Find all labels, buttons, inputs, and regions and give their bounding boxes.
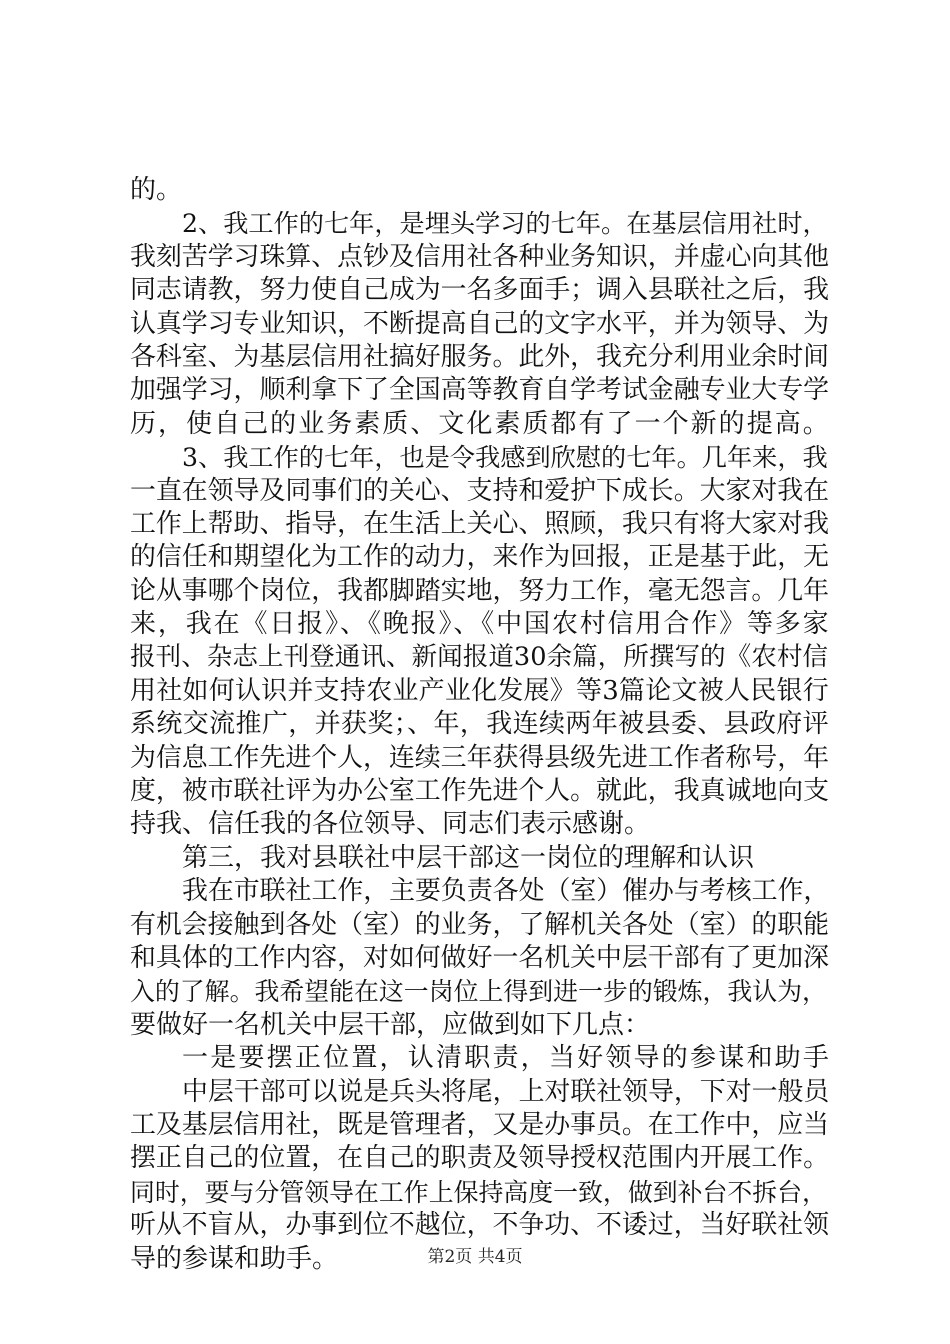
text-line: 我在市联社工作，主要负责各处（室）催办与考核工作， (182, 876, 830, 907)
text-line: 同志请教，努力使自己成为一名多面手；调入县联社之后，我 (130, 275, 830, 306)
text-line: 加强学习，顺利拿下了全国高等教育自学考试金融专业大专学 (130, 375, 830, 406)
text-line: 一直在领导及同事们的关心、支持和爱护下成长。大家对我在 (130, 475, 830, 506)
text-line: 入的了解。我希望能在这一岗位上得到进一步的锻炼，我认为， (130, 977, 827, 1007)
text-line: 的。 (130, 175, 183, 205)
text-line: 度，被市联社评为办公室工作先进个人。就此，我真诚地向支 (130, 776, 830, 807)
text-line: 2、我工作的七年，是埋头学习的七年。在基层信用社时， (182, 209, 828, 239)
text-line: 持我、信任我的各位领导、同志们表示感谢。 (130, 809, 651, 840)
text-line: 认真学习专业知识，不断提高自己的文字水平，并为领导、为 (130, 308, 830, 339)
text-line: 用社如何认识并支持农业产业化发展》等3篇论文被人民银行 (130, 675, 829, 706)
text-line: 和具体的工作内容，对如何做好一名机关中层干部有了更加深 (130, 942, 830, 973)
text-line: 第三，我对县联社中层干部这一岗位的理解和认识 (182, 842, 755, 873)
text-line: 为信息工作先进个人，连续三年获得县级先进工作者称号，年 (130, 742, 830, 773)
text-line: 工作上帮助、指导，在生活上关心、照顾，我只有将大家对我 (130, 508, 830, 539)
document-body (130, 174, 830, 1276)
text-line: 系统交流推广，并获奖；、年，我连续两年被县委、县政府评 (130, 709, 830, 740)
text-line: 有机会接触到各处（室）的业务，了解机关各处（室）的职能 (130, 909, 830, 940)
text-line: 论从事哪个岗位，我都脚踏实地，努力工作，毫无怨言。几年 (130, 575, 830, 606)
text-line: 摆正自己的位置，在自己的职责及领导授权范围内开展工作。 (130, 1143, 830, 1174)
text-line: 中层干部可以说是兵头将尾，上对联社领导，下对一般员 (182, 1076, 830, 1107)
text-line: 工及基层信用社，既是管理者，又是办事员。在工作中，应当 (130, 1109, 830, 1140)
text-line: 历，使自己的业务素质、文化素质都有了一个新的提高。 (130, 408, 831, 439)
text-line: 听从不盲从，办事到位不越位，不争功、不诿过，当好联社领 (130, 1210, 830, 1241)
page-footer: 第2页 共4页 (427, 1247, 523, 1267)
text-line: 我刻苦学习珠算、点钞及信用社各种业务知识，并虚心向其他 (130, 241, 830, 272)
text-line: 同时，要与分管领导在工作上保持高度一致，做到补台不拆台， (130, 1177, 827, 1207)
text-line: 要做好一名机关中层干部，应做到如下几点： (130, 1009, 651, 1040)
text-line: 各科室、为基层信用社搞好服务。此外，我充分利用业余时间 (130, 341, 830, 372)
text-line: 一是要摆正位置，认清职责，当好领导的参谋和助手 (182, 1043, 832, 1074)
text-line: 报刊、杂志上刊登通讯、新闻报道30余篇，所撰写的《农村信 (130, 642, 829, 673)
text-line: 来，我在《日报》、《晚报》、《中国农村信用合作》等多家 (130, 609, 831, 640)
text-line: 的信任和期望化为工作的动力，来作为回报，正是基于此，无 (130, 542, 830, 573)
text-line: 3、我工作的七年，也是令我感到欣慰的七年。几年来，我 (182, 443, 828, 473)
text-line: 导的参谋和助手。 (130, 1243, 339, 1274)
